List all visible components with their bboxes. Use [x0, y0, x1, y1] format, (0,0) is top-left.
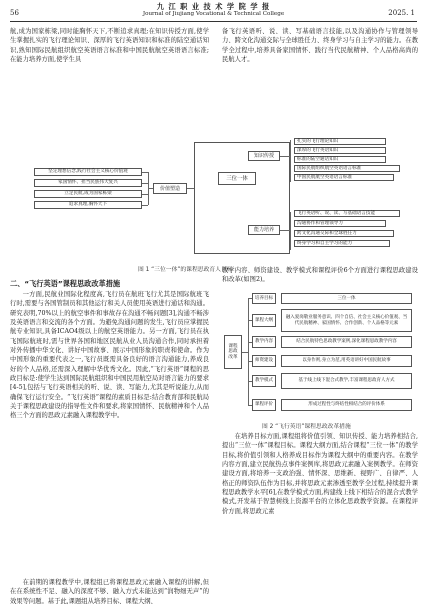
knowledge-item: 中国民航航空英语语言标准 [294, 174, 394, 181]
section-title: 二、“飞行英语”课程思政改革措施 [10, 279, 121, 288]
connector-line [187, 188, 194, 189]
left-body-paragraph-1: 一方面,民航业国际化程度高,飞行员在航班飞行尤其是国际航班飞行时,需要与各国管制员和其他运行和关人员使用英语进行通话和沟通。研究表明,70%以上的航空事件和事故存在沟通不畅问题[3],沟通不畅涉及英语语言和交流的各个方面。为避免沟通问题的发生,飞行员应掌握民航专业知识,具备ICAO4级以上的航空英语能力。另一方面,飞行员在执飞国际航班时,需与世界各国和地区民航从业人员沟通合作,同时承担着对外传播中华文化、讲好中国故事、展示中国形象的职责和使命。作为中国形象的重要代表之一,飞行员既需具备良好的语言沟通能力,养成良好的个人品格,还需深入理解中华优秀文化。因此,“飞行英语”课程的思政目标是:使学生达到国际民航组织和中国民用航空局对语言能力的要求[4-5],包括与飞行英语相关的听、说、读、写能力,尤其是听说能力,从而确保飞行运行安全。“飞行英语”课程的素质目标是:结合教育部和民航局关于课程思政建设的指导性文件和要求,将家国情怀、民航精神和个人品格三个方面的思政元素融入课程教学中。 [10, 291, 209, 420]
left-body-paragraph-2: 在前期的课程教学中,课程组已将课程思政元素融入课程的讲解,但在在系统性不足、融入的深度不够、融入方式未能达到“润物细无声”的效果等问题。基于此,课题组从培养目标、课程大纲、 [10, 579, 209, 605]
connector-line [280, 156, 290, 157]
value-item: 家国情怀、担当民族伟大复兴 [34, 179, 142, 187]
knowledge-transfer-label: 知识传授 [248, 151, 280, 161]
figure-2-caption: 图 2 “飞行英语”课程思政改革措施 [262, 424, 351, 430]
connector-line [142, 205, 148, 206]
reform-row-desc: 三位一体 [281, 293, 412, 304]
reform-row-label: 培养目标 [252, 293, 276, 304]
ability-item: 跨文化沟通交际和全球胜任力 [294, 230, 394, 237]
value-item: 追求真理,胸怀天下 [34, 201, 142, 209]
value-item: 坚定理想信念,践行社会主义核心价值观 [34, 168, 142, 176]
reform-row-label: 师资建设 [252, 355, 276, 367]
journal-title-en: Journal of Jiujiang Vocational & Technical College [142, 11, 285, 17]
connector-line [290, 140, 291, 182]
ability-item: 飞行英语听、说、读、写基础语言技能 [294, 210, 400, 217]
knowledge-item: 深厚的飞行英语知识 [294, 147, 386, 154]
reform-row-desc: 结合民航特色思政教学案例,深化课程思政教学内容 [281, 336, 412, 348]
issue-number: 2025. 1 [388, 9, 415, 17]
value-shaping-label: 价值塑造 [153, 183, 187, 194]
header-rule [10, 21, 417, 22]
reform-row-desc: 以身作则,身立为范,用英语讲好中国民航故事 [281, 355, 412, 367]
reform-row-desc: 形成过程性与终结性相结合的评价体系 [281, 399, 412, 411]
figure-2-diagram [224, 290, 414, 415]
reform-row-label: 教学模式 [252, 375, 276, 387]
journal-header [0, 0, 427, 22]
connector-line [290, 212, 291, 250]
ability-item: 终身学习和自主学习的能力 [294, 240, 390, 247]
reform-row-desc: 融入爱岗敬业服务意识、四个自信、社会主义核心价值观、当代民航精神、家国情怀、合作创新、个人品格等元素 [281, 309, 412, 332]
knowledge-item: 扎实的飞行理论知识 [294, 138, 386, 145]
ability-cultivation-label: 能力培养 [248, 225, 280, 235]
reform-row-label: 课程大纲 [252, 314, 276, 327]
right-middle-paragraph: 教学内容、师资建设、教学模式和课程评价6个方面进行课程思政建设和改革(如图2)。 [222, 267, 418, 284]
figure-1-diagram [34, 138, 402, 261]
connector-line [248, 298, 249, 406]
journal-title-cn: 九 江 职 业 技 术 学 院 学 报 [156, 2, 271, 11]
knowledge-item: 国际民航组织航空英语语言标准 [294, 165, 400, 172]
reform-root-box: 课程思政改革 [224, 335, 242, 369]
connector-line [280, 230, 290, 231]
value-item: 立足民航,成为国家栋梁 [34, 190, 142, 198]
figure-1-caption: 图 1 “三位一体”的课程思政育人目标 [138, 267, 233, 273]
right-body-paragraph: 在培养目标方面,课程组将价值引领、知识传授、能力培养相结合,提出“三位一体”课程目标。课程大纲方面,结合课程“三位一体”的教学目标,将价值引领和人格养成目标作为课程大纲中的重要内容。在教学内容方面,建立民航热点事件案例库,将思政元素融入案例教学。在师资建设方面,将培养一支政治强、情怀深、思维新、视野广、自律严、人格正的师资队伍作为目标,并将思政元素渗透至教学全过程,持续提升课程思政教学水平[6],在教学模式方面,构建线上线下相结合的混合式教学模式,开发基于智慧树线上资源平台的立体化思政教学资源。在课程评价方面,将思政元素 [222, 433, 418, 515]
ability-item: 沟通协作和管理领导力 [294, 220, 386, 227]
three-in-one-label: 三位一体 [218, 172, 256, 185]
reform-row-label: 教学内容 [252, 336, 276, 348]
knowledge-item: 标准的陆空通话知识 [294, 156, 386, 163]
page-number: 56 [10, 9, 19, 17]
left-top-paragraph: 航,成为国家栋梁,同时能胸怀天下,不断追求真理;在知识传授方面,使学生掌握扎实的飞行理论知识、深厚的飞行英语知识和标准的陆空通话知识,熟知国际民航组织航空英语语言标准和中国民航航空英语语言标准;在能力培养方面,使学生具 [10, 28, 209, 64]
reform-row-desc: 基于线上线下混合式教学,丰富课程思政育人方式 [281, 373, 412, 389]
reform-row-label: 课程评价 [252, 399, 276, 411]
right-top-paragraph: 备飞行英语听、说、读、写基础语言技能,以及沟通协作与管理领导力、跨文化沟通交际与全球胜任力、终身学习与自主学习的能力。在教学全过程中,培养具备家国情怀、践行当代民航精神、个人品格高尚的民航人才。 [222, 28, 418, 64]
